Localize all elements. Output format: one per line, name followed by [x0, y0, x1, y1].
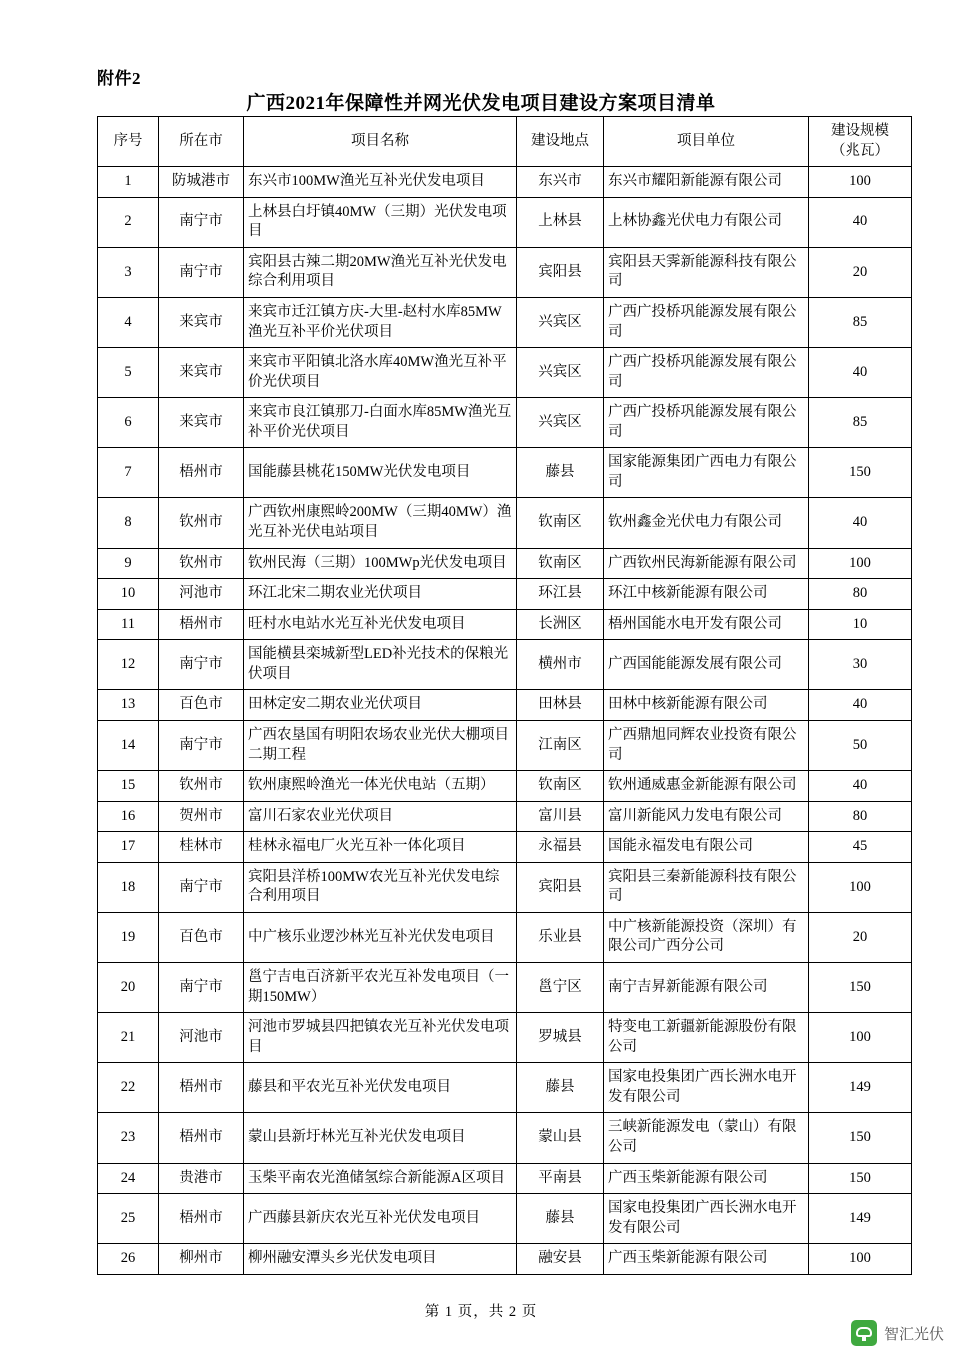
cell-location: 环江县: [517, 579, 604, 610]
cell-location: 宾阳县: [517, 247, 604, 297]
cell-unit: 宾阳县天霁新能源科技有限公司: [604, 247, 809, 297]
cell-scale: 149: [809, 1063, 912, 1113]
cell-scale: 30: [809, 640, 912, 690]
watermark: [851, 1320, 944, 1346]
cell-scale: 40: [809, 498, 912, 548]
cell-location: 乐业县: [517, 912, 604, 962]
cell-city: 桂林市: [159, 832, 244, 863]
cell-seq: 8: [98, 498, 159, 548]
table-row: [98, 862, 912, 912]
cell-city: 百色市: [159, 912, 244, 962]
table-row: [98, 720, 912, 770]
cell-unit: 广西钦州民海新能源有限公司: [604, 548, 809, 579]
column-header-city: 所在市: [159, 117, 244, 167]
cell-city: 来宾市: [159, 297, 244, 347]
cell-seq: 20: [98, 963, 159, 1013]
cell-name: 广西农垦国有明阳农场农业光伏大棚项目二期工程: [244, 720, 517, 770]
cell-scale: 85: [809, 398, 912, 448]
cell-seq: 18: [98, 862, 159, 912]
cell-seq: 13: [98, 690, 159, 721]
cell-name: 来宾市平阳镇北洛水库40MW渔光互补平价光伏项目: [244, 348, 517, 398]
cell-location: 田林县: [517, 690, 604, 721]
cell-scale: 20: [809, 247, 912, 297]
cell-unit: 广西鼎旭同辉农业投资有限公司: [604, 720, 809, 770]
cell-scale: 150: [809, 448, 912, 498]
cell-city: 贺州市: [159, 801, 244, 832]
cell-unit: 南宁吉昇新能源有限公司: [604, 963, 809, 1013]
column-header-name: 项目名称: [244, 117, 517, 167]
table-row: [98, 448, 912, 498]
cell-seq: 23: [98, 1113, 159, 1163]
cell-unit: 三峡新能源发电（蒙山）有限公司: [604, 1113, 809, 1163]
table-row: [98, 609, 912, 640]
cell-unit: 钦州鑫金光伏电力有限公司: [604, 498, 809, 548]
cell-seq: 17: [98, 832, 159, 863]
cell-name: 国能藤县桃花150MW光伏发电项目: [244, 448, 517, 498]
cell-seq: 25: [98, 1194, 159, 1244]
cell-unit: 国家能源集团广西电力有限公司: [604, 448, 809, 498]
cell-name: 来宾市迁江镇方庆-大里-赵村水库85MW渔光互补平价光伏项目: [244, 297, 517, 347]
cell-name: 上林县白圩镇40MW（三期）光伏发电项目: [244, 197, 517, 247]
cell-name: 来宾市良江镇那刀-白面水库85MW渔光互补平价光伏项目: [244, 398, 517, 448]
cell-unit: 广西国能能源发展有限公司: [604, 640, 809, 690]
cell-city: 贵港市: [159, 1163, 244, 1194]
cell-name: 东兴市100MW渔光互补光伏发电项目: [244, 167, 517, 198]
cell-seq: 14: [98, 720, 159, 770]
cell-scale: 45: [809, 832, 912, 863]
cell-city: 柳州市: [159, 1244, 244, 1275]
cell-unit: 广西广投桥巩能源发展有限公司: [604, 398, 809, 448]
cell-scale: 150: [809, 1163, 912, 1194]
cell-city: 钦州市: [159, 498, 244, 548]
page-title: 广西2021年保障性并网光伏发电项目建设方案项目清单: [246, 93, 716, 114]
cell-seq: 5: [98, 348, 159, 398]
cell-name: 宾阳县古辣二期20MW渔光互补光伏发电综合利用项目: [244, 247, 517, 297]
cell-location: 钦南区: [517, 498, 604, 548]
cell-seq: 6: [98, 398, 159, 448]
cell-unit: 特变电工新疆新能源股份有限公司: [604, 1013, 809, 1063]
cell-scale: 100: [809, 167, 912, 198]
cell-location: 藤县: [517, 1194, 604, 1244]
cell-unit: 钦州通威惠金新能源有限公司: [604, 771, 809, 802]
cell-name: 钦州康熙岭渔光一体光伏电站（五期）: [244, 771, 517, 802]
cell-location: 平南县: [517, 1163, 604, 1194]
page-footer: 第 1 页，共 2 页: [424, 1304, 538, 1320]
cell-location: 邕宁区: [517, 963, 604, 1013]
cell-name: 藤县和平农光互补光伏发电项目: [244, 1063, 517, 1113]
column-header-seq: 序号: [98, 117, 159, 167]
cell-name: 中广核乐业逻沙林光互补光伏发电项目: [244, 912, 517, 962]
cell-city: 梧州市: [159, 1063, 244, 1113]
cell-location: 兴宾区: [517, 398, 604, 448]
cell-location: 长洲区: [517, 609, 604, 640]
cell-unit: 广西玉柴新能源有限公司: [604, 1244, 809, 1275]
cell-location: 钦南区: [517, 771, 604, 802]
cell-scale: 150: [809, 963, 912, 1013]
cell-name: 旺村水电站水光互补光伏发电项目: [244, 609, 517, 640]
cell-seq: 24: [98, 1163, 159, 1194]
cell-city: 河池市: [159, 579, 244, 610]
table-row: [98, 1244, 912, 1275]
table-row: [98, 1063, 912, 1113]
cell-city: 梧州市: [159, 609, 244, 640]
cell-scale: 150: [809, 1113, 912, 1163]
cell-location: 宾阳县: [517, 862, 604, 912]
cell-scale: 80: [809, 801, 912, 832]
table-header-row: [98, 117, 912, 167]
cell-seq: 11: [98, 609, 159, 640]
cell-location: 永福县: [517, 832, 604, 863]
cell-scale: 80: [809, 579, 912, 610]
cell-seq: 15: [98, 771, 159, 802]
table-row: [98, 832, 912, 863]
cell-city: 南宁市: [159, 720, 244, 770]
cell-city: 钦州市: [159, 771, 244, 802]
cell-location: 兴宾区: [517, 348, 604, 398]
cell-name: 玉柴平南农光渔储氢综合新能源A区项目: [244, 1163, 517, 1194]
cell-scale: 100: [809, 548, 912, 579]
cell-city: 南宁市: [159, 247, 244, 297]
leaf-logo-icon: [851, 1320, 877, 1346]
cell-city: 防城港市: [159, 167, 244, 198]
table-row: [98, 247, 912, 297]
cell-scale: 10: [809, 609, 912, 640]
table-row: [98, 398, 912, 448]
cell-unit: 国家电投集团广西长洲水电开发有限公司: [604, 1063, 809, 1113]
cell-name: 广西钦州康熙岭200MW（三期40MW）渔光互补光伏电站项目: [244, 498, 517, 548]
cell-unit: 东兴市耀阳新能源有限公司: [604, 167, 809, 198]
cell-scale: 149: [809, 1194, 912, 1244]
table-row: [98, 801, 912, 832]
cell-city: 河池市: [159, 1013, 244, 1063]
cell-name: 柳州融安潭头乡光伏发电项目: [244, 1244, 517, 1275]
cell-location: 上林县: [517, 197, 604, 247]
cell-unit: 广西玉柴新能源有限公司: [604, 1163, 809, 1194]
cell-unit: 广西广投桥巩能源发展有限公司: [604, 348, 809, 398]
cell-scale: 100: [809, 862, 912, 912]
cell-location: 藤县: [517, 1063, 604, 1113]
column-header-scale-line1: 建设规模: [831, 123, 889, 139]
cell-name: 宾阳县洋桥100MW农光互补光伏发电综合利用项目: [244, 862, 517, 912]
cell-seq: 4: [98, 297, 159, 347]
table-row: [98, 167, 912, 198]
cell-city: 百色市: [159, 690, 244, 721]
cell-city: 南宁市: [159, 963, 244, 1013]
cell-city: 南宁市: [159, 197, 244, 247]
cell-city: 南宁市: [159, 862, 244, 912]
cell-seq: 3: [98, 247, 159, 297]
cell-scale: 100: [809, 1013, 912, 1063]
column-header-unit: 项目单位: [604, 117, 809, 167]
table-row: [98, 297, 912, 347]
cell-city: 梧州市: [159, 448, 244, 498]
cell-scale: 40: [809, 197, 912, 247]
cell-unit: 梧州国能水电开发有限公司: [604, 609, 809, 640]
cell-city: 钦州市: [159, 548, 244, 579]
cell-city: 来宾市: [159, 348, 244, 398]
table-row: [98, 197, 912, 247]
cell-city: 梧州市: [159, 1194, 244, 1244]
watermark-label: 智汇光伏: [883, 1325, 944, 1343]
cell-seq: 2: [98, 197, 159, 247]
cell-location: 罗城县: [517, 1013, 604, 1063]
cell-seq: 12: [98, 640, 159, 690]
cell-scale: 20: [809, 912, 912, 962]
cell-name: 富川石家农业光伏项目: [244, 801, 517, 832]
table-row: [98, 690, 912, 721]
cell-location: 富川县: [517, 801, 604, 832]
project-list-table: [97, 116, 912, 1275]
cell-name: 蒙山县新圩林光互补光伏发电项目: [244, 1113, 517, 1163]
cell-unit: 宾阳县三秦新能源科技有限公司: [604, 862, 809, 912]
table-row: [98, 771, 912, 802]
cell-unit: 中广核新能源投资（深圳）有限公司广西分公司: [604, 912, 809, 962]
cell-city: 梧州市: [159, 1113, 244, 1163]
cell-name: 河池市罗城县四把镇农光互补光伏发电项目: [244, 1013, 517, 1063]
table-row: [98, 1194, 912, 1244]
cell-unit: 国家电投集团广西长洲水电开发有限公司: [604, 1194, 809, 1244]
table-row: [98, 640, 912, 690]
table-row: [98, 912, 912, 962]
cell-location: 东兴市: [517, 167, 604, 198]
cell-scale: 40: [809, 690, 912, 721]
cell-scale: 100: [809, 1244, 912, 1275]
table-row: [98, 963, 912, 1013]
cell-name: 邕宁吉电百济新平农光互补发电项目（一期150MW）: [244, 963, 517, 1013]
cell-seq: 1: [98, 167, 159, 198]
cell-name: 环江北宋二期农业光伏项目: [244, 579, 517, 610]
table-row: [98, 548, 912, 579]
table-row: [98, 348, 912, 398]
cell-unit: 田林中核新能源有限公司: [604, 690, 809, 721]
attachment-label: 附件2: [97, 69, 141, 88]
column-header-scale-line2: （兆瓦）: [831, 142, 889, 159]
table-row: [98, 579, 912, 610]
table-row: [98, 1163, 912, 1194]
cell-location: 钦南区: [517, 548, 604, 579]
cell-seq: 10: [98, 579, 159, 610]
cell-scale: 40: [809, 348, 912, 398]
cell-city: 南宁市: [159, 640, 244, 690]
cell-unit: 富川新能风力发电有限公司: [604, 801, 809, 832]
cell-unit: 上林协鑫光伏电力有限公司: [604, 197, 809, 247]
cell-location: 横州市: [517, 640, 604, 690]
cell-seq: 19: [98, 912, 159, 962]
column-header-scale: [809, 117, 912, 167]
column-header-location: 建设地点: [517, 117, 604, 167]
cell-seq: 16: [98, 801, 159, 832]
cell-seq: 9: [98, 548, 159, 579]
cell-location: 藤县: [517, 448, 604, 498]
cell-scale: 40: [809, 771, 912, 802]
cell-name: 桂林永福电厂火光互补一体化项目: [244, 832, 517, 863]
table-row: [98, 1013, 912, 1063]
cell-seq: 26: [98, 1244, 159, 1275]
cell-unit: 广西广投桥巩能源发展有限公司: [604, 297, 809, 347]
cell-seq: 22: [98, 1063, 159, 1113]
cell-location: 兴宾区: [517, 297, 604, 347]
cell-location: 融安县: [517, 1244, 604, 1275]
cell-seq: 7: [98, 448, 159, 498]
table-row: [98, 498, 912, 548]
cell-name: 田林定安二期农业光伏项目: [244, 690, 517, 721]
cell-scale: 85: [809, 297, 912, 347]
cell-location: 江南区: [517, 720, 604, 770]
cell-unit: 国能永福发电有限公司: [604, 832, 809, 863]
cell-name: 钦州民海（三期）100MWp光伏发电项目: [244, 548, 517, 579]
table-row: [98, 1113, 912, 1163]
cell-location: 蒙山县: [517, 1113, 604, 1163]
cell-scale: 50: [809, 720, 912, 770]
cell-unit: 环江中核新能源有限公司: [604, 579, 809, 610]
cell-name: 国能横县栾城新型LED补光技术的保粮光伏项目: [244, 640, 517, 690]
cell-city: 来宾市: [159, 398, 244, 448]
cell-seq: 21: [98, 1013, 159, 1063]
cell-name: 广西藤县新庆农光互补光伏发电项目: [244, 1194, 517, 1244]
